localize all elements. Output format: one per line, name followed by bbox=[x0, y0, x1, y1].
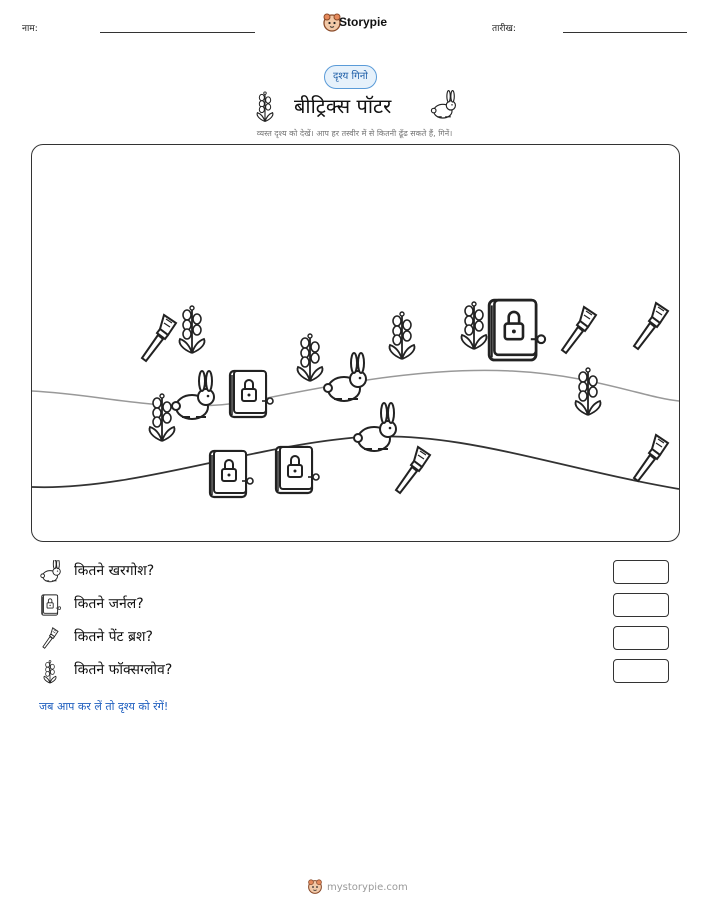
question-row bbox=[38, 593, 678, 617]
rabbit-icon bbox=[38, 560, 64, 584]
answer-box-foxgloves[interactable] bbox=[613, 659, 669, 683]
foxglove bbox=[298, 334, 323, 381]
foxglove-icon bbox=[40, 659, 60, 685]
rabbit-icon bbox=[428, 90, 460, 122]
coloring-instruction: जब आप कर लें तो दृश्य को रंगें! bbox=[39, 700, 169, 713]
question-row bbox=[38, 659, 678, 683]
question-row bbox=[38, 626, 678, 650]
foxglove-icon bbox=[252, 90, 278, 124]
rabbit bbox=[354, 403, 396, 451]
activity-badge: दृश्य गिनो bbox=[324, 65, 377, 89]
name-line[interactable] bbox=[100, 32, 255, 33]
foxglove bbox=[390, 312, 415, 359]
paint-brush bbox=[142, 315, 176, 361]
scene-drawing bbox=[32, 145, 679, 541]
footer-brand bbox=[307, 879, 407, 897]
brand-name: Storypie bbox=[339, 15, 388, 29]
site-url[interactable]: mystorypie.com bbox=[327, 882, 408, 893]
journal bbox=[489, 300, 545, 360]
date-label: तारीख: bbox=[492, 24, 516, 34]
answer-box-rabbits[interactable] bbox=[613, 560, 669, 584]
question-text: कितने खरगोश? bbox=[74, 563, 155, 579]
question-text: कितने पेंट ब्रश? bbox=[74, 629, 153, 645]
journal bbox=[276, 447, 319, 493]
paint-brush-icon bbox=[40, 626, 60, 650]
answer-box-paint-brushes[interactable] bbox=[613, 626, 669, 650]
question-row bbox=[38, 560, 678, 584]
rabbit bbox=[324, 353, 366, 401]
foreground-hill bbox=[32, 436, 679, 489]
brand-logo bbox=[322, 13, 412, 33]
storypie-logo-icon bbox=[307, 879, 323, 895]
answer-box-journals[interactable] bbox=[613, 593, 669, 617]
foxglove bbox=[576, 368, 601, 415]
journal bbox=[210, 451, 253, 497]
question-text: कितने फॉक्सग्लोव? bbox=[74, 662, 173, 678]
name-label: नाम: bbox=[22, 24, 38, 34]
foxglove bbox=[180, 306, 205, 353]
rabbit bbox=[172, 371, 214, 419]
busy-scene[interactable] bbox=[31, 144, 680, 542]
date-line[interactable] bbox=[563, 32, 687, 33]
paint-brush bbox=[562, 307, 596, 353]
paint-brush bbox=[634, 435, 668, 481]
paint-brush bbox=[634, 303, 668, 349]
paint-brush bbox=[396, 447, 430, 493]
journal bbox=[230, 371, 273, 417]
page-title: बीट्रिक्स पॉटर bbox=[294, 94, 392, 118]
foxglove bbox=[150, 394, 175, 441]
foxglove bbox=[462, 302, 487, 349]
question-text: कितने जर्नल? bbox=[74, 596, 144, 612]
journal-icon bbox=[40, 593, 62, 617]
instructions-subtitle: व्यस्त दृश्य को देखें। आप हर तस्वीर में से कितनी ढूँढ सकते हैं, गिनें। bbox=[256, 129, 453, 138]
